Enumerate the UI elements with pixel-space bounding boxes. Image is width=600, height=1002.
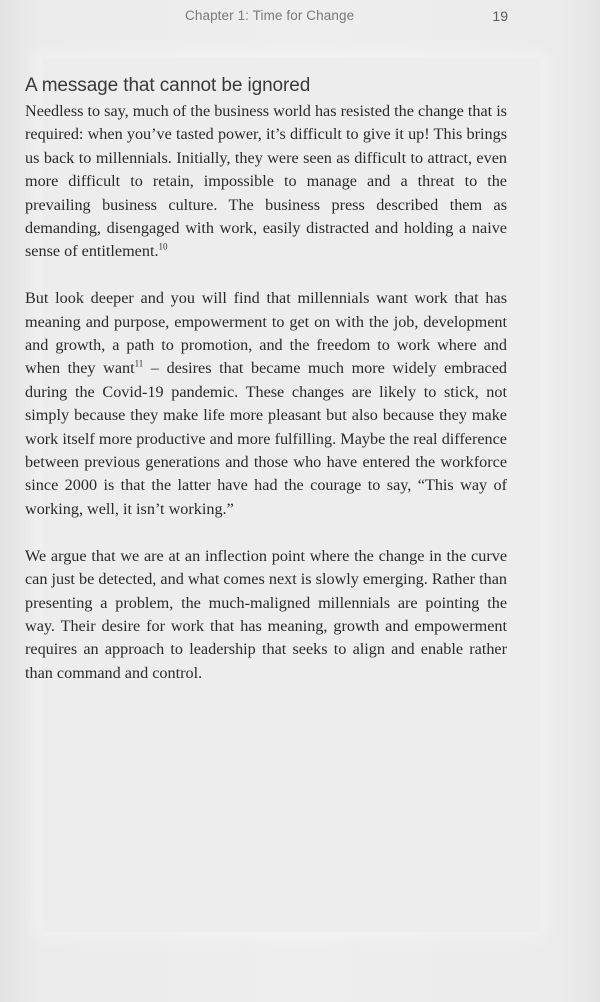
footnote-ref-10: 10	[158, 242, 168, 253]
footnote-ref-11: 11	[134, 359, 144, 370]
running-head-chapter-title: Chapter 1: Time for Change	[185, 8, 355, 23]
paragraph-2-text-part-1: But look deeper and you will find that millennials want work that has meaning and purpose, empowerment to get on with the job, development and growth, a path to promotion, and the freedom to work where and when they want	[25, 289, 507, 378]
paragraph-3-text: We argue that we are at an inflection point where the change in the curve can just be detected, and what comes next is slowly emerging. Rather than presenting a problem, the much-maligned millennials are pointing the way. Their desire for work that has meaning, growth and empowerment requires an approach to leadership that seeks to align and enable rather than command and control.	[25, 546, 507, 682]
page-number: 19	[492, 8, 508, 24]
section-heading: A message that cannot be ignored	[25, 75, 311, 96]
paragraph-1-text: Needless to say, much of the business world has resisted the change that is required: when you’ve tasted power, it’s difficult to give it up! This brings us back to millennials. Initially, they were seen as difficult to attract, even more difficult to retain, impossible to manage and a threat to the prevailing business culture. The business press described them as demanding, disengaged with work, easily distracted and holding a naive sense of entitlement.	[25, 102, 507, 261]
paragraph-2	[25, 287, 507, 521]
paragraph-1	[25, 100, 507, 264]
paragraph-3	[25, 545, 507, 685]
paragraph-2-text-part-2: – desires that became much more widely embraced during the Covid-19 pandemic. These changes are likely to stick, not simply because they make life more pleasant but also because they make work itself more productive and more fulfilling. Maybe the real difference between previous generations and those who have entered the workforce since 2000 is that the latter have had the courage to say, “This way of working, well, it isn’t working.”	[25, 359, 507, 518]
body-text	[25, 100, 507, 685]
